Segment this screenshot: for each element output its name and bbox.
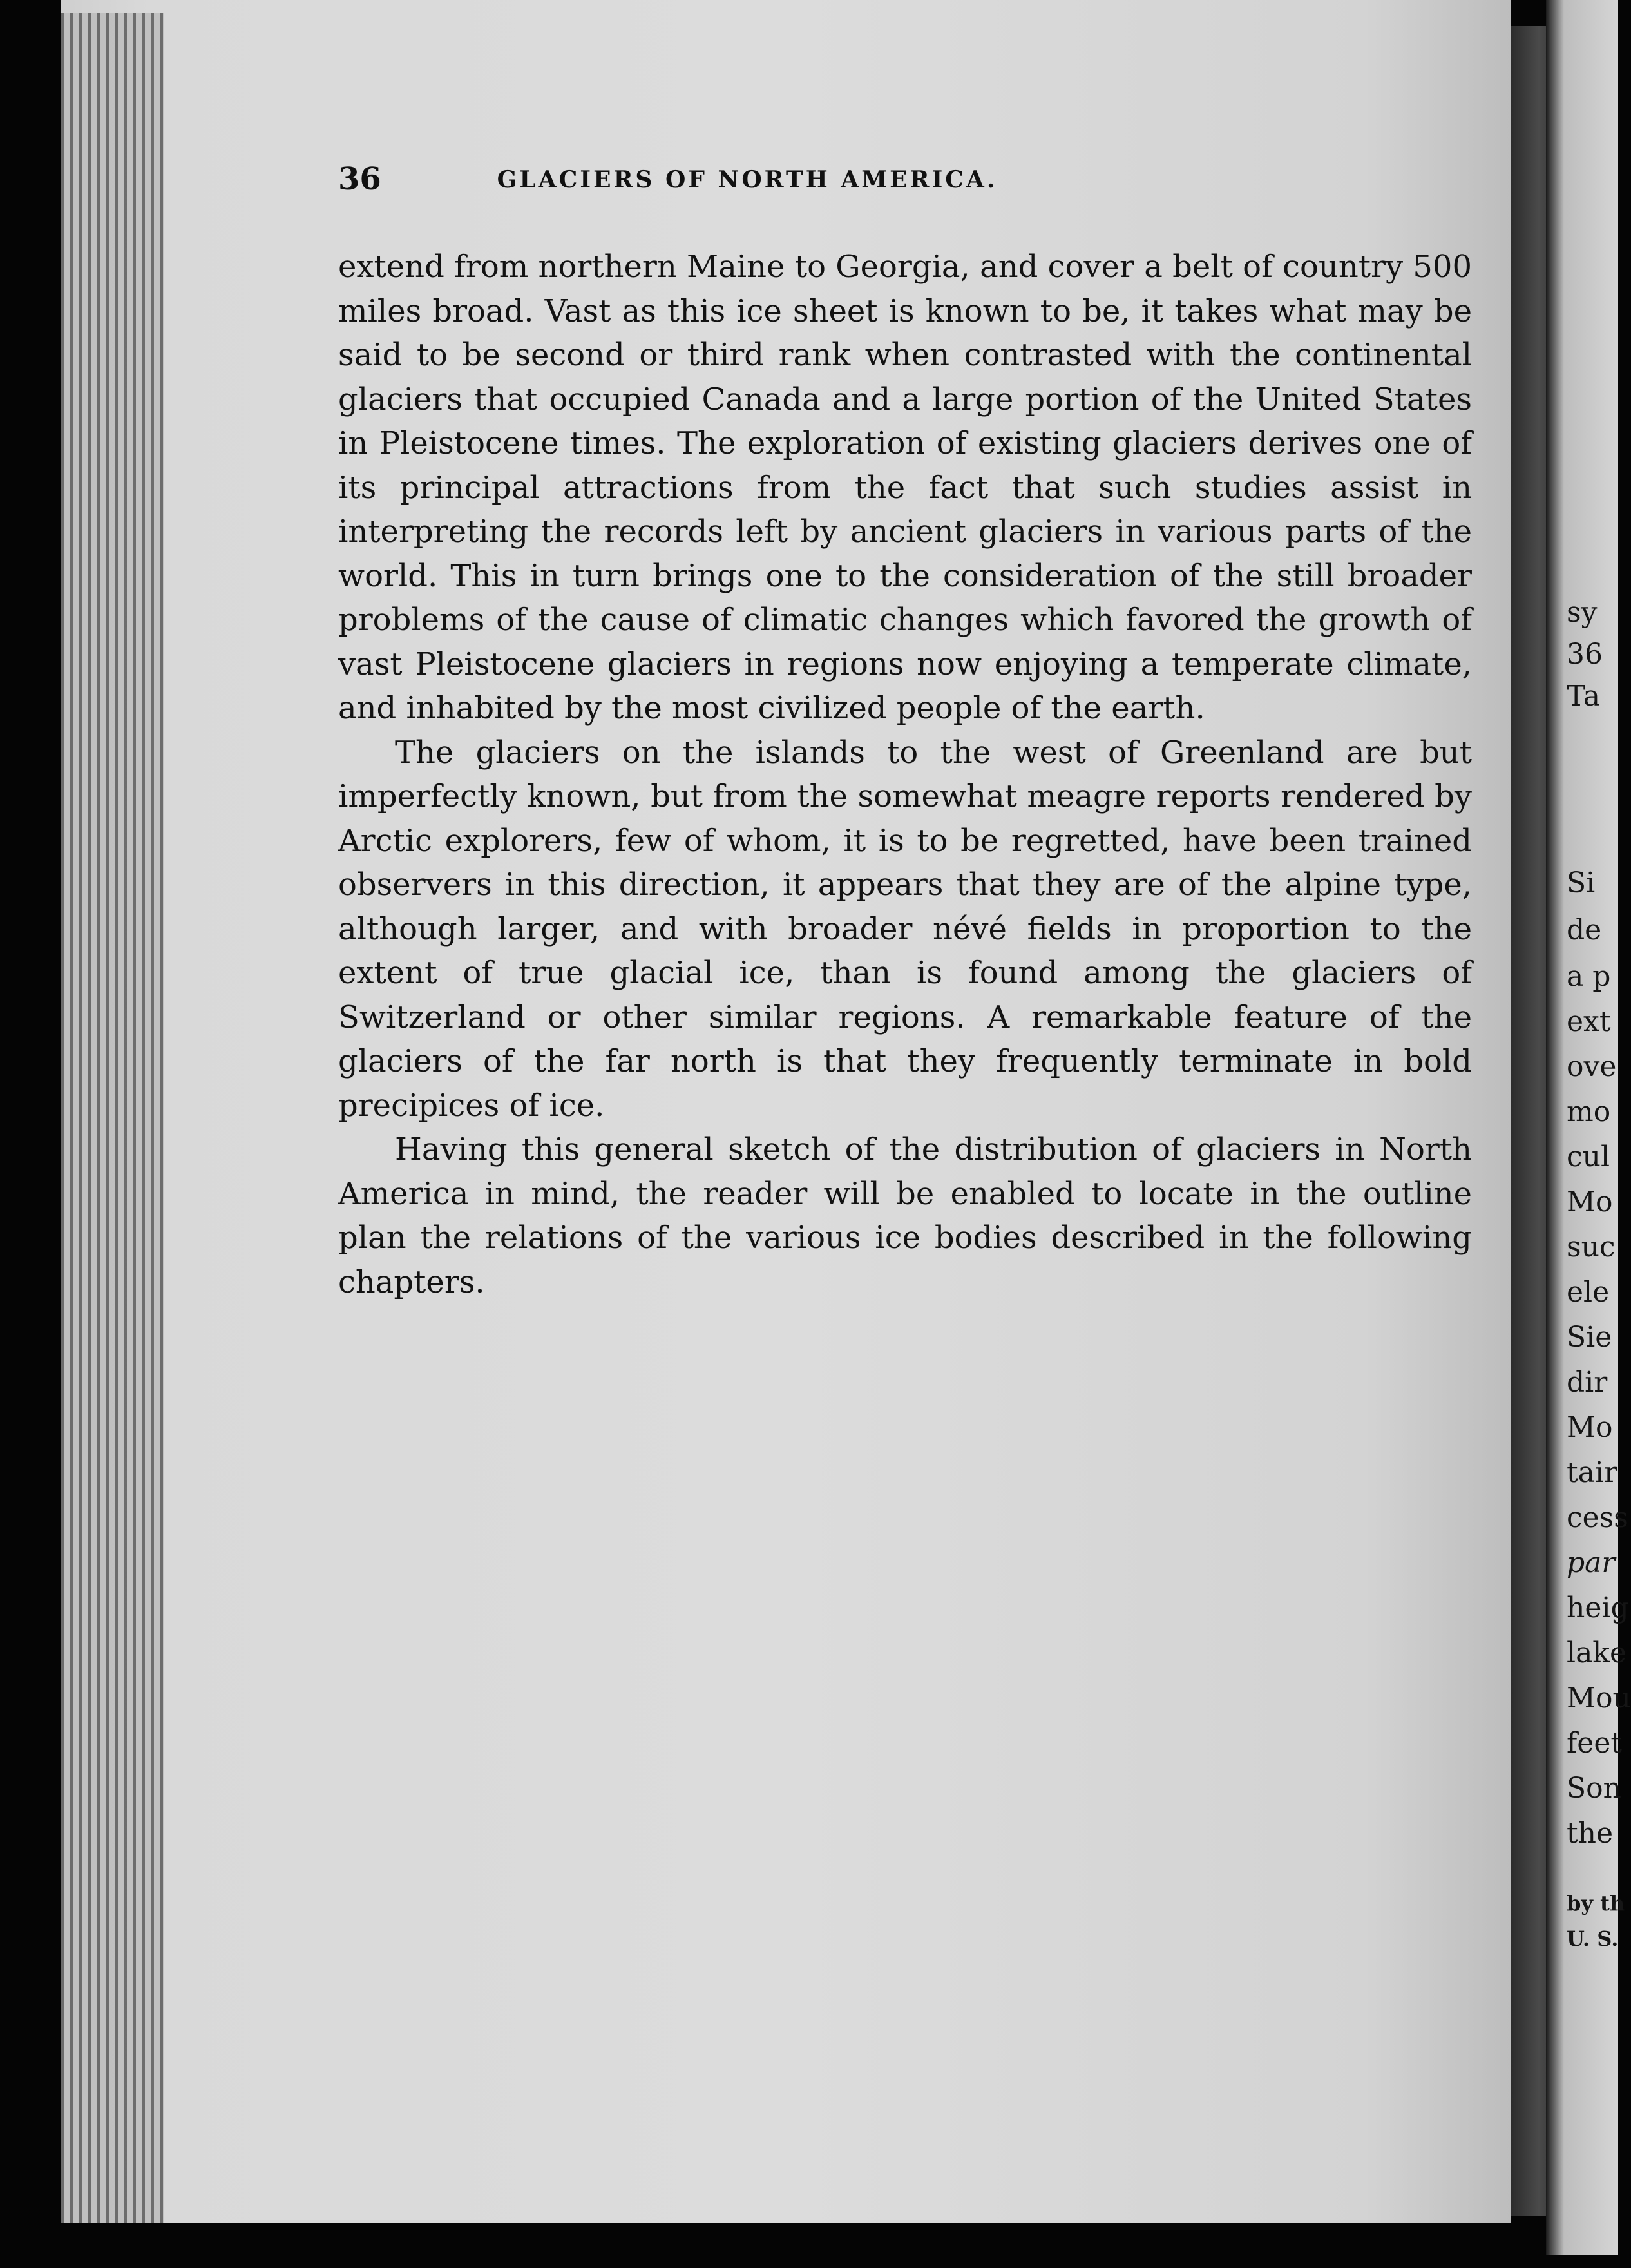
adjacent-fragment: suc <box>1567 1231 1616 1264</box>
adjacent-fragment: ele <box>1567 1276 1610 1309</box>
adjacent-fragment: 36 <box>1567 638 1603 671</box>
adjacent-fragment: cul <box>1567 1140 1610 1173</box>
adjacent-fragment: Son <box>1567 1772 1621 1805</box>
adjacent-fragment: by th <box>1567 1891 1625 1916</box>
adjacent-fragment: tair <box>1567 1456 1618 1489</box>
body-text <box>338 245 1472 1304</box>
running-title: GLACIERS OF NORTH AMERICA. <box>497 166 998 193</box>
adjacent-fragment: the <box>1567 1817 1614 1850</box>
adjacent-fragment: Ta <box>1567 680 1601 713</box>
adjacent-fragment: a p <box>1567 960 1611 993</box>
adjacent-fragment: cess <box>1567 1501 1628 1534</box>
paragraph: Having this general sketch of the distribution of glaciers in North America in mind, the reader will be enabled to locate in the outline plan the relations of the various ice bodies described in the following chapters. <box>338 1131 1472 1300</box>
adjacent-fragment: feet <box>1567 1727 1623 1760</box>
adjacent-fragment: Si <box>1567 867 1596 899</box>
adjacent-fragment: Mou <box>1567 1682 1631 1715</box>
page-edge-stack <box>61 13 164 2223</box>
adjacent-fragment: dir <box>1567 1366 1608 1399</box>
adjacent-page-edge <box>1546 0 1631 2255</box>
adjacent-fragment: ext <box>1567 1005 1611 1038</box>
adjacent-fragment: lake <box>1567 1637 1627 1669</box>
adjacent-fragment: de <box>1567 914 1602 947</box>
adjacent-fragment: sy <box>1567 596 1598 629</box>
page-number: 36 <box>338 161 381 197</box>
paragraph: extend from northern Maine to Georgia, and cover a belt of country 500 miles broad. Vast as this ice sheet is known to be, it takes what may be said to be second or third rank when contrasted with the continental glaciers that occupied Canada and a large portion of the United States in Pleistocene times. The exploration of existing glaciers derives one of its principal attractions from the fact that such studies assist in interpreting the records left by ancient glaciers in various parts of the world. This in turn brings one to the consideration of the still broader problems of the cause of climatic changes which favored the growth of vast Pleistocene glaciers in regions now enjoying a temperate climate, and inhabited by the most civilized people of the earth. <box>338 249 1472 726</box>
paragraph: The glaciers on the islands to the west of Greenland are but imperfectly known, but from the somewhat meagre reports rendered by Arctic explorers, few of whom, it is to be regretted, have been trained observers in this direction, it appears that they are of the alpine type, although larger, and with broader névé fields in proportion to the extent of true glacial ice, than is found among the glaciers of Switzerland or other similar regions. A remarkable feature of the glaciers of the far north is that they frequently terminate in bold precipices of ice. <box>338 734 1472 1124</box>
adjacent-fragment: U. S. <box>1567 1927 1619 1951</box>
adjacent-fragment: ove <box>1567 1050 1617 1083</box>
adjacent-fragment: mo <box>1567 1095 1611 1128</box>
adjacent-fragment: Mo <box>1567 1186 1613 1218</box>
adjacent-fragment: heig <box>1567 1591 1629 1624</box>
adjacent-fragment: Mo <box>1567 1411 1613 1444</box>
adjacent-fragment: Sie <box>1567 1321 1612 1354</box>
adjacent-fragment: par <box>1567 1546 1616 1579</box>
